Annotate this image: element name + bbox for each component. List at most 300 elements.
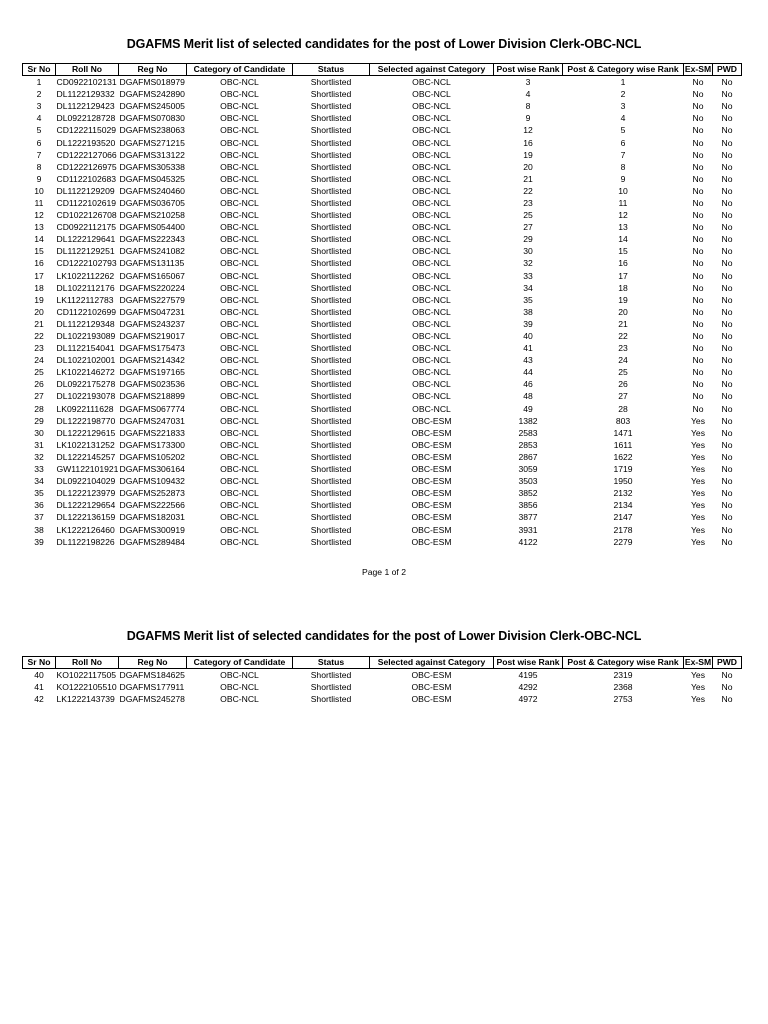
cell-reg-no: DGAFMS214342: [119, 355, 185, 366]
cell-pwd: No: [721, 113, 733, 124]
cell-sr-no: 23: [34, 343, 44, 354]
column-header-ex-sm: Ex-SM: [684, 64, 712, 74]
cell-pwd: No: [721, 246, 733, 257]
cell-ex-sm: Yes: [690, 464, 706, 475]
cell-pwd: No: [721, 682, 733, 693]
table-row: [23, 233, 742, 245]
table-row: [23, 439, 742, 451]
table-row: [23, 669, 742, 682]
cell-ex-sm: Yes: [690, 694, 706, 705]
cell-ex-sm: No: [692, 89, 704, 100]
cell-pwd: No: [721, 318, 733, 329]
cell-selected-against-category: OBC-NCL: [412, 125, 451, 136]
cell-selected-against-category: OBC-ESM: [411, 488, 452, 499]
cell-roll-no: DL1122129251: [56, 246, 115, 257]
cell-pwd: No: [721, 306, 733, 317]
column-header-sr-no: Sr No: [23, 657, 56, 669]
cell-selected-against-category: OBC-ESM: [411, 536, 452, 547]
column-header-post-category-wise-rank: Post & Category wise Rank: [563, 657, 684, 669]
cell-category-of-candidate: OBC-NCL: [220, 524, 259, 535]
cell-sr-no: 28: [34, 403, 44, 414]
cell-selected-against-category: OBC-ESM: [411, 476, 452, 487]
cell-reg-no: DGAFMS182031: [119, 512, 185, 523]
cell-status: Shortlisted: [310, 512, 352, 523]
cell-sr-no: 39: [34, 536, 44, 547]
cell-sr-no: 9: [36, 173, 42, 184]
cell-post-wise-rank: 48: [523, 391, 533, 402]
cell-category-of-candidate: OBC-NCL: [220, 210, 259, 221]
cell-ex-sm: No: [692, 197, 704, 208]
cell-post-category-wise-rank: 11: [618, 197, 628, 208]
table-row: [23, 318, 742, 330]
cell-selected-against-category: OBC-NCL: [412, 149, 451, 160]
cell-post-category-wise-rank: 14: [618, 234, 628, 245]
cell-reg-no: DGAFMS023536: [119, 379, 185, 390]
cell-category-of-candidate: OBC-NCL: [220, 512, 259, 523]
cell-post-category-wise-rank: 25: [618, 367, 628, 378]
cell-sr-no: 7: [36, 149, 42, 160]
column-header-status: Status: [293, 64, 370, 76]
column-header-post-wise-rank: Post wise Rank: [494, 657, 563, 669]
cell-sr-no: 15: [34, 246, 44, 257]
cell-sr-no: 35: [34, 488, 44, 499]
cell-ex-sm: No: [692, 101, 704, 112]
cell-category-of-candidate: OBC-NCL: [220, 682, 259, 693]
cell-sr-no: 12: [34, 210, 44, 221]
cell-post-wise-rank: 25: [523, 210, 533, 221]
cell-category-of-candidate: OBC-NCL: [220, 173, 259, 184]
table-row: [23, 88, 742, 100]
cell-category-of-candidate: OBC-NCL: [220, 536, 259, 547]
cell-post-category-wise-rank: 2178: [613, 524, 633, 535]
cell-status: Shortlisted: [310, 682, 352, 693]
cell-roll-no: CD0922112175: [56, 222, 117, 233]
cell-category-of-candidate: OBC-NCL: [220, 427, 259, 438]
cell-status: Shortlisted: [310, 125, 352, 136]
cell-sr-no: 26: [34, 379, 44, 390]
cell-selected-against-category: OBC-NCL: [412, 234, 451, 245]
cell-post-wise-rank: 3931: [518, 524, 538, 535]
column-header-selected-against-category: Selected against Category: [370, 64, 494, 76]
cell-selected-against-category: OBC-NCL: [412, 210, 451, 221]
table-row: [23, 136, 742, 148]
cell-roll-no: DL1022102001: [56, 355, 116, 366]
cell-post-wise-rank: 34: [523, 282, 533, 293]
cell-selected-against-category: OBC-ESM: [411, 427, 452, 438]
cell-sr-no: 31: [34, 439, 44, 450]
cell-reg-no: DGAFMS018979: [119, 77, 185, 88]
table-row: [23, 197, 742, 209]
cell-ex-sm: No: [692, 234, 704, 245]
cell-ex-sm: No: [692, 173, 704, 184]
cell-selected-against-category: OBC-NCL: [412, 185, 451, 196]
cell-sr-no: 20: [34, 306, 44, 317]
cell-post-wise-rank: 44: [523, 367, 533, 378]
cell-post-wise-rank: 21: [523, 173, 533, 184]
cell-pwd: No: [721, 185, 733, 196]
cell-roll-no: DL1222129654: [56, 500, 116, 511]
cell-selected-against-category: OBC-NCL: [412, 258, 451, 269]
table-row: [23, 475, 742, 487]
cell-post-category-wise-rank: 6: [620, 137, 626, 148]
cell-status: Shortlisted: [310, 343, 352, 354]
cell-selected-against-category: OBC-NCL: [412, 89, 451, 100]
cell-ex-sm: No: [692, 306, 704, 317]
cell-post-wise-rank: 1382: [518, 415, 538, 426]
cell-roll-no: GW1122101921: [56, 464, 119, 475]
cell-category-of-candidate: OBC-NCL: [220, 282, 259, 293]
cell-category-of-candidate: OBC-NCL: [220, 343, 259, 354]
cell-roll-no: CD1122102699: [56, 306, 117, 317]
cell-sr-no: 17: [34, 270, 44, 281]
cell-selected-against-category: OBC-NCL: [412, 173, 451, 184]
cell-post-category-wise-rank: 13: [618, 222, 628, 233]
column-header-category-of-candidate: Category of Candidate: [187, 657, 293, 669]
cell-post-category-wise-rank: 26: [618, 379, 628, 390]
cell-post-wise-rank: 49: [523, 403, 533, 414]
cell-sr-no: 4: [36, 113, 42, 124]
cell-post-category-wise-rank: 18: [618, 282, 628, 293]
cell-sr-no: 16: [34, 258, 44, 269]
cell-category-of-candidate: OBC-NCL: [220, 222, 259, 233]
table-row: [23, 294, 742, 306]
cell-sr-no: 33: [34, 464, 44, 475]
cell-ex-sm: No: [692, 77, 704, 88]
cell-reg-no: DGAFMS165067: [119, 270, 185, 281]
column-header-category-of-candidate: Category of Candidate: [187, 64, 293, 76]
cell-roll-no: KO1022117505: [56, 670, 117, 681]
cell-selected-against-category: OBC-ESM: [411, 524, 452, 535]
cell-ex-sm: No: [692, 185, 704, 196]
header-row: [23, 657, 742, 669]
cell-reg-no: DGAFMS252873: [119, 488, 185, 499]
cell-status: Shortlisted: [310, 270, 352, 281]
cell-pwd: No: [721, 173, 733, 184]
cell-selected-against-category: OBC-ESM: [411, 451, 452, 462]
cell-status: Shortlisted: [310, 185, 352, 196]
cell-post-category-wise-rank: 17: [618, 270, 628, 281]
cell-post-wise-rank: 2853: [518, 439, 538, 450]
cell-status: Shortlisted: [310, 149, 352, 160]
cell-ex-sm: Yes: [690, 512, 706, 523]
table-body: [23, 76, 742, 548]
cell-reg-no: DGAFMS245278: [119, 694, 185, 705]
table-row: [23, 112, 742, 124]
cell-reg-no: DGAFMS247031: [119, 415, 185, 426]
cell-ex-sm: No: [692, 149, 704, 160]
cell-reg-no: DGAFMS243237: [119, 318, 185, 329]
cell-roll-no: CD1222127066: [56, 149, 117, 160]
table-row: [23, 693, 742, 705]
cell-post-wise-rank: 39: [523, 318, 533, 329]
cell-category-of-candidate: OBC-NCL: [220, 137, 259, 148]
cell-ex-sm: No: [692, 403, 704, 414]
cell-category-of-candidate: OBC-NCL: [220, 149, 259, 160]
cell-post-wise-rank: 40: [523, 331, 533, 342]
cell-reg-no: DGAFMS218899: [119, 391, 185, 402]
cell-category-of-candidate: OBC-NCL: [220, 355, 259, 366]
cell-ex-sm: No: [692, 379, 704, 390]
table-header: [23, 657, 742, 669]
table-row: [23, 161, 742, 173]
cell-category-of-candidate: OBC-NCL: [220, 367, 259, 378]
cell-status: Shortlisted: [310, 391, 352, 402]
table-row: [23, 415, 742, 427]
cell-roll-no: LK0922111628: [56, 403, 114, 414]
table-row: [23, 124, 742, 136]
cell-post-wise-rank: 3856: [518, 500, 538, 511]
cell-post-category-wise-rank: 2368: [613, 682, 633, 693]
column-header-reg-no: Reg No: [119, 64, 187, 76]
table-row: [23, 257, 742, 269]
cell-ex-sm: No: [692, 343, 704, 354]
cell-ex-sm: Yes: [690, 427, 706, 438]
cell-post-category-wise-rank: 2134: [613, 500, 633, 511]
cell-sr-no: 2: [36, 89, 42, 100]
cell-reg-no: DGAFMS109432: [119, 476, 185, 487]
cell-category-of-candidate: OBC-NCL: [220, 403, 259, 414]
cell-post-category-wise-rank: 1622: [613, 451, 633, 462]
cell-post-category-wise-rank: 3: [620, 101, 626, 112]
cell-reg-no: DGAFMS300919: [119, 524, 185, 535]
cell-status: Shortlisted: [310, 439, 352, 450]
cell-pwd: No: [721, 137, 733, 148]
cell-post-category-wise-rank: 1: [620, 77, 626, 88]
cell-pwd: No: [721, 258, 733, 269]
cell-post-category-wise-rank: 1719: [613, 464, 633, 475]
cell-post-category-wise-rank: 4: [620, 113, 626, 124]
cell-post-wise-rank: 3852: [518, 488, 538, 499]
cell-sr-no: 24: [34, 355, 44, 366]
cell-category-of-candidate: OBC-NCL: [220, 318, 259, 329]
cell-post-wise-rank: 27: [523, 222, 533, 233]
cell-post-wise-rank: 3: [525, 77, 531, 88]
cell-sr-no: 5: [36, 125, 42, 136]
cell-selected-against-category: OBC-ESM: [411, 512, 452, 523]
cell-selected-against-category: OBC-NCL: [412, 403, 451, 414]
cell-ex-sm: No: [692, 222, 704, 233]
cell-status: Shortlisted: [310, 694, 352, 705]
cell-post-wise-rank: 29: [523, 234, 533, 245]
cell-post-category-wise-rank: 9: [620, 173, 626, 184]
cell-sr-no: 22: [34, 331, 44, 342]
cell-roll-no: DL1022193089: [56, 331, 116, 342]
cell-post-wise-rank: 23: [523, 197, 533, 208]
cell-roll-no: DL1222145257: [56, 451, 116, 462]
cell-category-of-candidate: OBC-NCL: [220, 694, 259, 705]
column-header-post-category-wise-rank: Post & Category wise Rank: [563, 64, 684, 76]
cell-roll-no: LK1022112262: [56, 270, 115, 281]
cell-roll-no: DL1122129348: [56, 318, 115, 329]
cell-pwd: No: [721, 282, 733, 293]
cell-reg-no: DGAFMS047231: [119, 306, 185, 317]
cell-pwd: No: [721, 89, 733, 100]
cell-post-wise-rank: 3877: [518, 512, 538, 523]
cell-sr-no: 1: [36, 77, 42, 88]
cell-status: Shortlisted: [310, 294, 352, 305]
table-row: [23, 306, 742, 318]
cell-status: Shortlisted: [310, 101, 352, 112]
cell-reg-no: DGAFMS173300: [119, 439, 185, 450]
cell-status: Shortlisted: [310, 197, 352, 208]
cell-status: Shortlisted: [310, 89, 352, 100]
table-row: [23, 451, 742, 463]
cell-ex-sm: Yes: [690, 439, 706, 450]
cell-category-of-candidate: OBC-NCL: [220, 246, 259, 257]
cell-selected-against-category: OBC-ESM: [411, 415, 452, 426]
cell-sr-no: 36: [34, 500, 44, 511]
table-row: [23, 403, 742, 415]
cell-post-category-wise-rank: 28: [618, 403, 628, 414]
cell-reg-no: DGAFMS313122: [119, 149, 185, 160]
cell-selected-against-category: OBC-ESM: [411, 694, 452, 705]
cell-roll-no: DL1222193520: [56, 137, 116, 148]
cell-selected-against-category: OBC-NCL: [412, 318, 451, 329]
cell-sr-no: 42: [34, 694, 44, 705]
cell-status: Shortlisted: [310, 161, 352, 172]
cell-status: Shortlisted: [310, 222, 352, 233]
cell-selected-against-category: OBC-NCL: [412, 343, 451, 354]
cell-sr-no: 18: [34, 282, 44, 293]
cell-post-category-wise-rank: 5: [620, 125, 626, 136]
cell-selected-against-category: OBC-NCL: [412, 161, 451, 172]
cell-post-wise-rank: 33: [523, 270, 533, 281]
cell-status: Shortlisted: [310, 113, 352, 124]
cell-pwd: No: [721, 379, 733, 390]
cell-post-wise-rank: 32: [523, 258, 533, 269]
cell-status: Shortlisted: [310, 77, 352, 88]
cell-status: Shortlisted: [310, 306, 352, 317]
cell-ex-sm: No: [692, 137, 704, 148]
cell-sr-no: 34: [34, 476, 44, 487]
page-title: DGAFMS Merit list of selected candidates for the post of Lower Division Clerk-OBC-NCL: [126, 37, 642, 51]
cell-status: Shortlisted: [310, 137, 352, 148]
cell-status: Shortlisted: [310, 331, 352, 342]
cell-ex-sm: No: [692, 294, 704, 305]
cell-status: Shortlisted: [310, 524, 352, 535]
table-row: [23, 681, 742, 693]
cell-selected-against-category: OBC-NCL: [412, 246, 451, 257]
cell-pwd: No: [721, 355, 733, 366]
cell-ex-sm: Yes: [690, 536, 706, 547]
cell-sr-no: 32: [34, 451, 44, 462]
cell-status: Shortlisted: [310, 379, 352, 390]
cell-status: Shortlisted: [310, 246, 352, 257]
merit-table-page-1: [22, 63, 742, 548]
cell-pwd: No: [721, 524, 733, 535]
cell-sr-no: 25: [34, 367, 44, 378]
cell-roll-no: DL1122129423: [56, 101, 115, 112]
cell-category-of-candidate: OBC-NCL: [220, 488, 259, 499]
cell-reg-no: DGAFMS070830: [119, 113, 185, 124]
cell-category-of-candidate: OBC-NCL: [220, 101, 259, 112]
cell-selected-against-category: OBC-NCL: [412, 113, 451, 124]
cell-roll-no: DL1222123979: [56, 488, 116, 499]
cell-pwd: No: [721, 294, 733, 305]
column-header-roll-no: Roll No: [56, 657, 119, 669]
cell-roll-no: DL1122129332: [56, 89, 115, 100]
cell-post-category-wise-rank: 803: [615, 415, 631, 426]
cell-post-wise-rank: 2583: [518, 427, 538, 438]
cell-sr-no: 11: [34, 197, 44, 208]
cell-reg-no: DGAFMS242890: [119, 89, 185, 100]
cell-reg-no: DGAFMS240460: [119, 185, 185, 196]
cell-status: Shortlisted: [310, 500, 352, 511]
table-row: [23, 463, 742, 475]
cell-post-category-wise-rank: 24: [618, 355, 628, 366]
cell-category-of-candidate: OBC-NCL: [220, 391, 259, 402]
page-title-continued: DGAFMS Merit list of selected candidates for the post of Lower Division Clerk-OBC-NCL: [126, 629, 642, 643]
table-row: [23, 221, 742, 233]
table-row: [23, 100, 742, 112]
cell-post-category-wise-rank: 2: [620, 89, 626, 100]
cell-reg-no: DGAFMS221833: [119, 427, 185, 438]
cell-roll-no: LK1222126460: [56, 524, 115, 535]
cell-pwd: No: [721, 488, 733, 499]
cell-post-category-wise-rank: 1471: [613, 427, 633, 438]
cell-reg-no: DGAFMS289484: [119, 536, 185, 547]
cell-pwd: No: [721, 343, 733, 354]
cell-post-wise-rank: 9: [525, 113, 531, 124]
column-header-pwd: PWD: [713, 64, 742, 76]
cell-selected-against-category: OBC-ESM: [411, 500, 452, 511]
merit-table-page-2: [22, 656, 742, 705]
cell-reg-no: DGAFMS067774: [119, 403, 185, 414]
table-row: [23, 487, 742, 499]
cell-ex-sm: No: [692, 161, 704, 172]
cell-pwd: No: [721, 500, 733, 511]
cell-pwd: No: [721, 439, 733, 450]
cell-roll-no: DL1122198226: [56, 536, 115, 547]
cell-ex-sm: Yes: [690, 488, 706, 499]
column-header-post-wise-rank: Post wise Rank: [494, 64, 563, 76]
table-row: [23, 366, 742, 378]
cell-ex-sm: No: [692, 113, 704, 124]
cell-ex-sm: No: [692, 367, 704, 378]
cell-post-category-wise-rank: 15: [618, 246, 628, 257]
cell-reg-no: DGAFMS222566: [119, 500, 185, 511]
cell-category-of-candidate: OBC-NCL: [220, 77, 259, 88]
cell-post-category-wise-rank: 2132: [613, 488, 633, 499]
cell-roll-no: KO1222105510: [56, 682, 117, 693]
cell-status: Shortlisted: [310, 234, 352, 245]
cell-roll-no: CD1122102683: [56, 173, 117, 184]
cell-status: Shortlisted: [310, 488, 352, 499]
cell-sr-no: 8: [36, 161, 42, 172]
cell-category-of-candidate: OBC-NCL: [220, 670, 259, 681]
cell-pwd: No: [721, 149, 733, 160]
cell-category-of-candidate: OBC-NCL: [220, 113, 259, 124]
cell-pwd: No: [721, 125, 733, 136]
cell-post-category-wise-rank: 19: [618, 294, 628, 305]
cell-reg-no: DGAFMS271215: [119, 137, 185, 148]
cell-post-wise-rank: 8: [525, 101, 531, 112]
cell-selected-against-category: OBC-NCL: [412, 222, 451, 233]
cell-status: Shortlisted: [310, 476, 352, 487]
cell-ex-sm: No: [692, 258, 704, 269]
cell-status: Shortlisted: [310, 536, 352, 547]
table-row: [23, 499, 742, 511]
cell-selected-against-category: OBC-NCL: [412, 282, 451, 293]
cell-pwd: No: [721, 512, 733, 523]
column-header-ex-sm: Ex-SM: [684, 657, 712, 667]
cell-ex-sm: No: [692, 331, 704, 342]
cell-post-wise-rank: 38: [523, 306, 533, 317]
cell-category-of-candidate: OBC-NCL: [220, 89, 259, 100]
cell-reg-no: DGAFMS054400: [119, 222, 185, 233]
cell-roll-no: LK1022146272: [56, 367, 115, 378]
table-row: [23, 536, 742, 548]
